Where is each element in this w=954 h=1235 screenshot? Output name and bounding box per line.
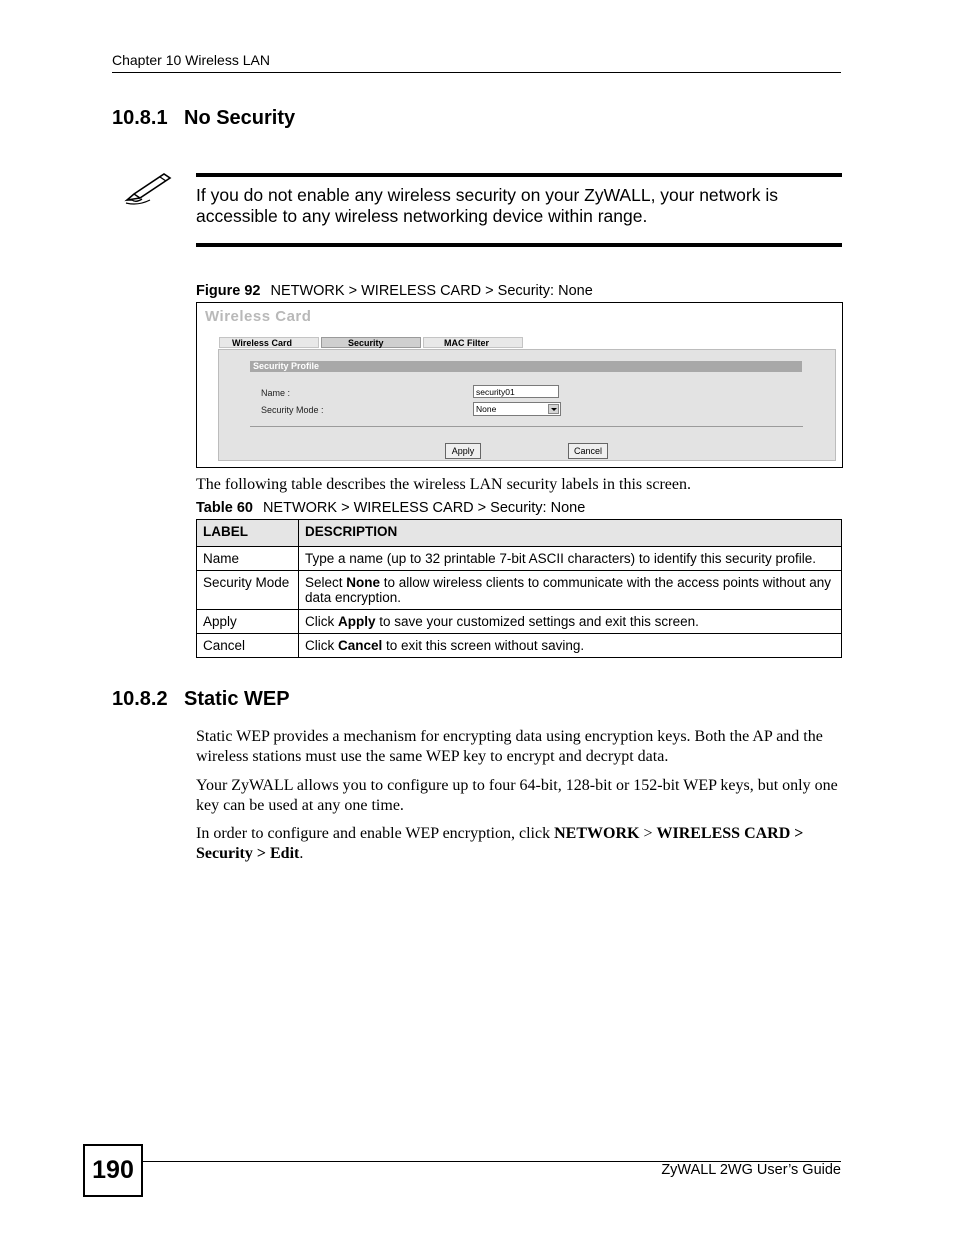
settings-panel	[218, 349, 836, 461]
row-label: Name	[197, 547, 299, 571]
tab-wireless-card[interactable]: Wireless Card	[219, 337, 319, 348]
table-label: Table 60	[196, 500, 253, 516]
row-label: Security Mode	[197, 571, 299, 610]
apply-button[interactable]: Apply	[445, 443, 481, 459]
desc-bold: Cancel	[338, 638, 383, 653]
security-mode-select[interactable]	[473, 402, 561, 416]
security-mode-label: Security Mode :	[261, 405, 324, 415]
desc-text: to allow wireless clients to communicate with the access points without any data encryption.	[305, 575, 831, 605]
paragraph	[196, 824, 842, 864]
row-description	[299, 571, 842, 610]
security-mode-value: None	[476, 404, 497, 414]
column-header: LABEL	[197, 520, 299, 547]
desc-bold: Apply	[338, 614, 376, 629]
row-label: Cancel	[197, 634, 299, 658]
section-title: Static WEP	[184, 688, 290, 710]
section-number: 10.8.2	[112, 688, 168, 710]
table-title: NETWORK > WIRELESS CARD > Security: None	[262, 500, 586, 516]
table-row	[197, 571, 842, 610]
screen-title: Wireless Card	[205, 308, 312, 325]
table-row	[197, 634, 842, 658]
paragraph-text: In order to configure and enable WEP encryption, click	[196, 825, 555, 842]
note-text	[196, 185, 836, 227]
security-profile-bar: Security Profile	[250, 361, 802, 372]
paragraph-text: >	[639, 825, 657, 842]
desc-text: Select	[305, 575, 347, 590]
desc-bold: None	[346, 575, 381, 590]
table-row	[197, 610, 842, 634]
running-header: Chapter 10 Wireless LAN	[112, 52, 270, 68]
description-table	[196, 519, 842, 658]
cancel-button[interactable]: Cancel	[568, 443, 608, 459]
note-bottom-rule	[196, 243, 842, 247]
table-intro: The following table describes the wireless LAN security labels in this screen.	[196, 476, 691, 493]
menu-path-bold: NETWORK	[554, 825, 640, 842]
section-title: No Security	[184, 107, 296, 129]
desc-text: to save your customized settings and exit this screen.	[375, 614, 699, 629]
note-line: accessible to any wireless networking device within range.	[196, 206, 648, 226]
menu-path-bold: WIRELESS CARD > Security > Edit	[196, 825, 804, 862]
note-top-rule	[196, 173, 842, 177]
footer-guide-title: ZyWALL 2WG User’s Guide	[661, 1162, 841, 1178]
table-row	[197, 547, 842, 571]
paragraph: Static WEP provides a mechanism for encrypting data using encryption keys. Both the AP and the wireless stations must use the same WEP key to encrypt and decrypt data.	[196, 728, 823, 765]
table-header-row	[197, 520, 842, 547]
note-pencil-icon	[124, 170, 174, 206]
section-heading-no-security	[112, 107, 295, 130]
panel-divider	[250, 426, 803, 427]
note-line: If you do not enable any wireless security on your ZyWALL, your network is	[196, 185, 778, 205]
paragraph-text: .	[299, 845, 304, 862]
row-description	[299, 634, 842, 658]
chevron-down-icon[interactable]	[548, 404, 559, 414]
row-description	[299, 610, 842, 634]
row-description: Type a name (up to 32 printable 7-bit ASCII characters) to identify this security profile.	[299, 547, 842, 571]
figure-title: NETWORK > WIRELESS CARD > Security: None	[270, 283, 593, 299]
figure-label: Figure 92	[196, 283, 261, 299]
section-number: 10.8.1	[112, 107, 168, 129]
tab-mac-filter[interactable]: MAC Filter	[423, 337, 523, 348]
row-label: Apply	[197, 610, 299, 634]
page-number: 190	[83, 1144, 143, 1197]
name-input[interactable]: security01	[473, 385, 559, 398]
column-header: DESCRIPTION	[299, 520, 842, 547]
header-rule	[112, 72, 841, 73]
desc-text: to exit this screen without saving.	[382, 638, 585, 653]
section-heading-static-wep	[112, 688, 290, 711]
paragraph: Your ZyWALL allows you to configure up to four 64-bit, 128-bit or 152-bit WEP keys, but only one key can be used at any one time.	[196, 777, 838, 814]
figure-caption	[196, 283, 593, 299]
name-label: Name :	[261, 388, 291, 398]
table-caption	[196, 500, 585, 516]
screenshot-figure	[196, 302, 843, 468]
desc-text: Click	[305, 614, 338, 629]
desc-text: Click	[305, 638, 338, 653]
tab-security[interactable]: Security	[321, 337, 421, 348]
